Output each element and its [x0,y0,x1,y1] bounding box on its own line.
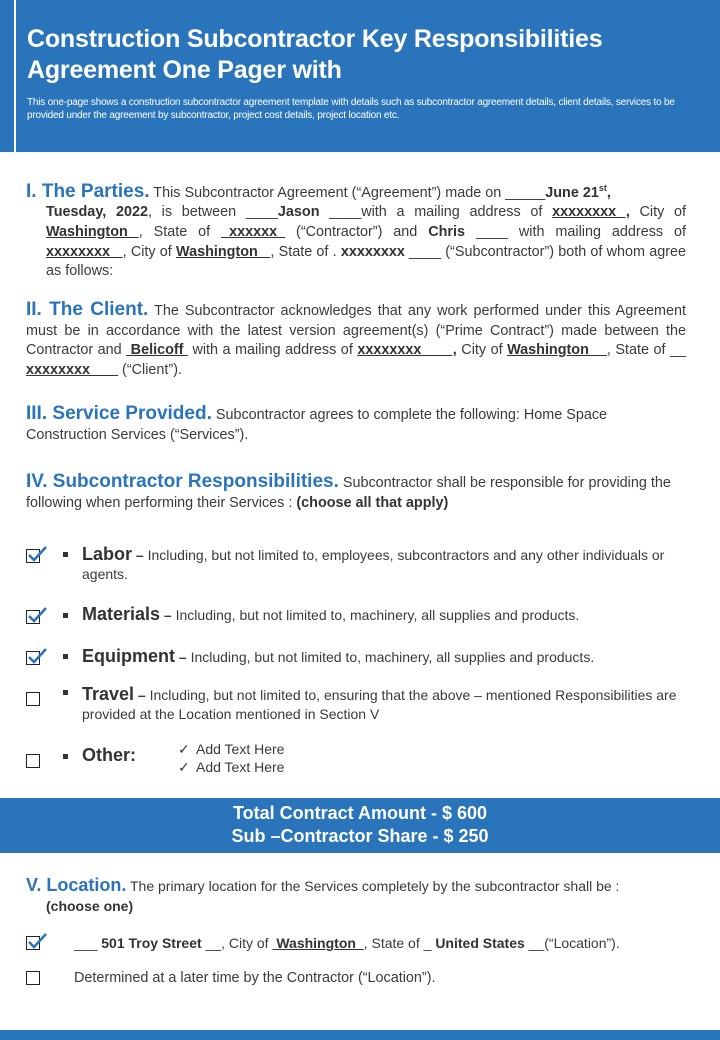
location-option-1: ___ 501 Troy Street __, City of Washington , State of _ United States __(“Location”). [74,935,620,951]
section-client: II. The Client. The Subcontractor acknowledges that any work performed under this Agreement must be in accordance with the latest version agreement(s) (“Prime Contract”) made between the Contractor and Belicoff with a mailing address of xxxxxxxx , City of Washington , State of __ xxxxxxxx ___ (“Client”). [26,299,686,378]
travel-item: Travel – Including, but not limited to, ensuring that the above – mentioned Responsibilities are provided at the Location mentioned in Section V [82,684,677,722]
client-heading: II. The Client. [26,299,149,320]
location-option-2-checkbox[interactable] [26,971,40,985]
bullet-icon [63,754,68,759]
other-checkbox[interactable] [26,754,40,768]
page-title: Construction Subcontractor Key Responsibilities Agreement One Pager with [27,25,603,84]
check-icon: ✓ [178,759,190,775]
responsibilities-heading: IV. Subcontractor Responsibilities. [26,471,339,492]
bullet-icon [63,613,68,618]
location-option-2: Determined at a later time by the Contractor (“Location”). [74,970,436,986]
check-icon: ✓ [178,741,190,757]
total-contract-amount: Total Contract Amount - $ 600 [232,803,488,823]
bullet-icon [63,690,68,695]
labor-item: Labor – Including, but not limited to, employees, subcontractors and any other individuals or agents. [82,544,665,582]
subcontractor-share: Sub –Contractor Share - $ 250 [231,826,489,846]
checkmark-icon [26,544,48,564]
contractor-name: Jason [277,204,320,221]
location-option-1-checkbox[interactable] [26,936,40,950]
checkmark-icon [26,646,48,666]
footer-bar [0,1030,720,1040]
bullet-icon [63,552,68,557]
subcontractor-name: Chris [428,223,466,240]
section-location: V. Location. The primary location for the Services completely by the subcontractor shall be : (choose one) [26,875,620,914]
checkmark-icon [26,931,48,951]
section-responsibilities: IV. Subcontractor Responsibilities. Subcontractor shall be responsible for providing the following when performing their Services : (choose all that apply) [26,471,671,511]
section-parties: I. The Parties. This Subcontractor Agreement (“Agreement”) made on _____June 21st, Tuesday, 2022, is between ____Jason ____with a mailing address of xxxxxxxx , City of Washington , State of _xxxxxx_ (“Contractor”) and Chris ____ with mailing address of xxxxxxxx , City of Washington , State of . xxxxxxxx ____ (“Subcontractor”) both of whom agree as follows: [26,180,687,280]
travel-checkbox[interactable] [26,692,40,706]
other-entry: ✓ Add Text Here [178,759,285,775]
equipment-item: Equipment – Including, but not limited to, machinery, all supplies and products. [82,646,595,666]
checkmark-icon [26,605,48,625]
parties-heading: I. The Parties. [26,180,150,202]
labor-checkbox[interactable] [26,549,40,563]
header-rule [14,0,16,152]
totals-banner [0,798,720,853]
other-item: Other: [82,745,136,765]
other-entry: ✓ Add Text Here [178,741,285,757]
page-description: This one-page shows a construction subcontractor agreement template with details such as subcontractor agreement details, client details, services to be provided under the agreement by subcontractor, project cost details, project location etc. [27,97,675,121]
header-banner [0,0,720,152]
section-service: III. Service Provided. Subcontractor agrees to complete the following: Home Space Construction Services (“Services”). [26,403,608,443]
location-heading: V. Location. [26,875,127,895]
client-name: Belicoff [126,342,188,359]
materials-checkbox[interactable] [26,610,40,624]
equipment-checkbox[interactable] [26,651,40,665]
bullet-icon [63,654,68,659]
materials-item: Materials – Including, but not limited to, machinery, all supplies and products. [82,604,580,624]
service-heading: III. Service Provided. [26,403,212,424]
